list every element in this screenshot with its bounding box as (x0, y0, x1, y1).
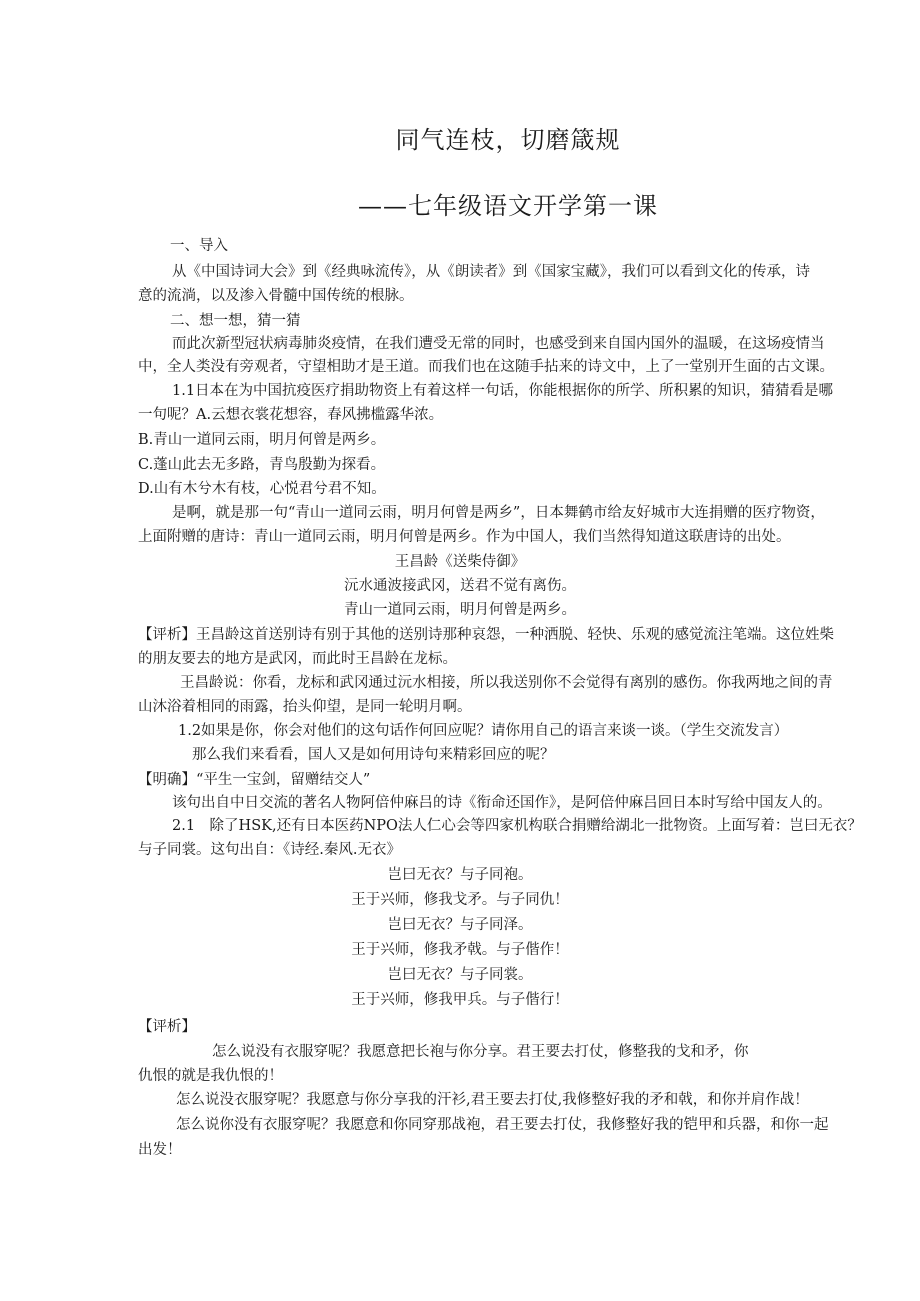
clarification-line: 【明确】“平生一宝剑，留赠结交人” (138, 772, 371, 788)
option-a: 一句呢？A.云想衣裳花想容，春风拂槛露华浓。 (138, 407, 444, 423)
analysis-heading: 【评析】 (138, 1019, 196, 1035)
translation-line: 仇恨的就是我仇恨的！ (138, 1068, 283, 1084)
paragraph-line: 意的流淌，以及渗入骨髓中国传统的根脉。 (138, 288, 414, 304)
paragraph-line: 那么我们来看看，国人又是如何用诗句来精彩回应的呢？ (192, 747, 555, 763)
option-c: C.蓬山此去无多路，青鸟殷勤为探看。 (138, 457, 386, 473)
document-subtitle: ——七年级语文开学第一课 (358, 192, 658, 220)
paragraph-line: 从《中国诗词大会》到《经典咏流传》，从《朗读者》到《国家宝藏》，我们可以看到文化的传承，诗 (172, 264, 810, 280)
translation-line: 怎么说你没有衣服穿呢？我愿意和你同穿那战袍，君王要去打仗，我修整好我的铠甲和兵器，和你一起 (176, 1117, 829, 1133)
document-title: 同气连枝，切磨箴规 (395, 126, 621, 154)
translation-line: 怎么说没有衣服穿呢？我愿意把长袍与你分享。君王要去打仗，修整我的戈和矛，你 (212, 1044, 749, 1060)
poem-line: 王于兴师，修我矛戟。与子偕作！ (351, 942, 569, 958)
poem-line: 岂曰无衣？与子同袍。 (387, 867, 533, 883)
question-line: 2.1 除了HSK,还有日本医药NPO法人仁心会等四家机构联合捐赠给湖北一批物资。上面写着：岂曰无衣？ (172, 818, 862, 834)
paragraph-line: 中，全人类没有旁观者，守望相助才是王道。而我们也在这随手拈来的诗文中，上了一堂别开生面的古文课。 (138, 359, 834, 375)
poem-line: 王于兴师，修我甲兵。与子偕行！ (351, 992, 569, 1008)
poem-line: 沅水通波接武冈，送君不觉有离伤。 (344, 578, 576, 594)
section-heading-intro: 一、导入 (170, 238, 228, 254)
question-line: 1.2如果是你，你会对他们的这句话作何回应呢？请你用自己的语言来谈一谈。（学生交流发言） (178, 723, 789, 739)
translation-line: 出发！ (138, 1142, 182, 1158)
paragraph-line: 而此次新型冠状病毒肺炎疫情，在我们遭受无常的同时，也感受到来自国内国外的温暖，在这场疫情当 (172, 336, 825, 352)
paragraph-line: 上面附赠的唐诗：青山一道同云雨，明月何曾是两乡。作为中国人，我们当然得知道这联唐诗的出处。 (138, 529, 791, 545)
analysis-line: 的朋友要去的地方是武冈，而此时王昌龄在龙标。 (138, 651, 457, 667)
paragraph-line: 是啊，就是那一句“青山一道同云雨，明月何曾是两乡”，日本舞鹤市给友好城市大连捐赠的医疗物资， (172, 505, 825, 521)
option-b: B.青山一道同云雨，明月何曾是两乡。 (138, 432, 386, 448)
poem-line: 王于兴师，修我戈矛。与子同仇！ (351, 892, 569, 908)
poem-title: 王昌龄《送柴侍御》 (394, 554, 526, 570)
paragraph-line: 该句出自中日交流的著名人物阿倍仲麻吕的诗《衔命还国作》，是阿倍仲麻吕回日本时写给中国友人的。 (172, 795, 832, 811)
section-heading-guess: 二、想一想，猜一猜 (170, 313, 301, 329)
analysis-line: 【评析】王昌龄这首送别诗有别于其他的送别诗那种哀怨，一种洒脱、轻快、乐观的感觉流注笔端。这位姓柴 (138, 627, 834, 643)
option-d: D.山有木兮木有枝，心悦君兮君不知。 (138, 481, 386, 497)
paragraph-line: 山沐浴着相同的雨露，抬头仰望，是同一轮明月啊。 (138, 699, 472, 715)
poem-line: 岂曰无衣？与子同泽。 (387, 917, 533, 933)
poem-line: 岂曰无衣？与子同裳。 (387, 967, 533, 983)
translation-line: 怎么说没衣服穿呢？我愿意与你分享我的汗衫,君王要去打仗,我修整好我的矛和戟，和你并肩作战！ (176, 1092, 809, 1108)
poem-line: 青山一道同云雨，明月何曾是两乡。 (344, 602, 576, 618)
paragraph-line: 与子同裳。这句出自：《诗经.秦风.无衣》 (138, 842, 401, 858)
paragraph-line: 王昌龄说：你看，龙标和武冈通过沅水相接，所以我送别你不会觉得有离别的感伤。你我两地之间的青 (180, 675, 833, 691)
question-line: 1.1日本在为中国抗疫医疗捐助物资上有着这样一句话，你能根据你的所学、所积累的知识，猜猜看是哪 (172, 383, 834, 399)
